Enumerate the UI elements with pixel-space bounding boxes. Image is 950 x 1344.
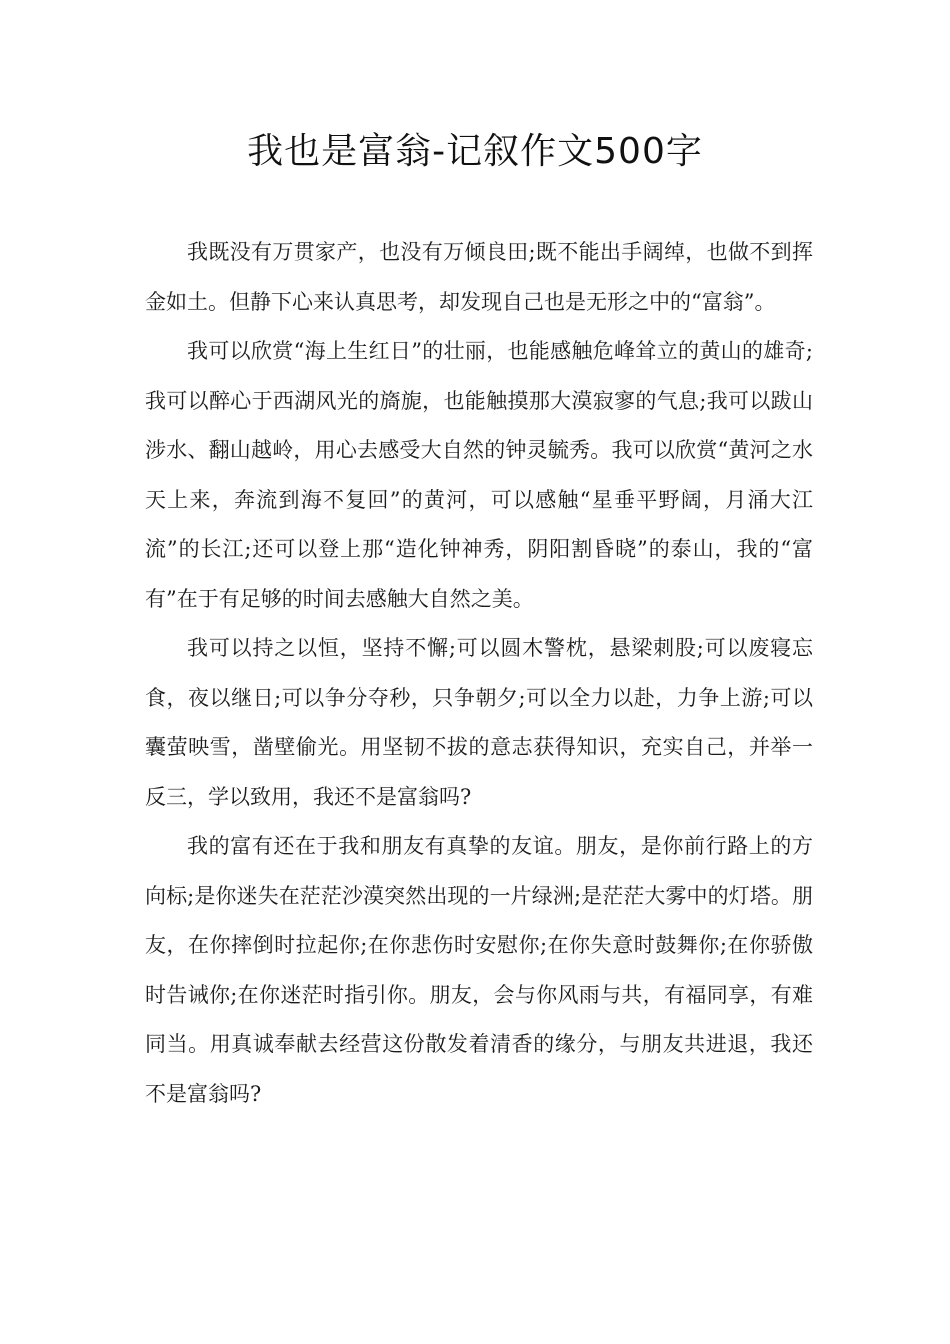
document-title: 我也是富翁-记叙作文500字	[247, 131, 703, 172]
paragraph-1: 我既没有万贯家产，也没有万倾良田;既不能出手阔绰，也做不到挥金如土。但静下心来认真思考，却发现自己也是无形之中的“富翁”。	[145, 240, 813, 314]
paragraph-2: 我可以欣赏“海上生红日”的壮丽，也能感触危峰耸立的黄山的雄奇;我可以醉心于西湖风光的旖旎，也能触摸那大漠寂寥的气息;我可以跋山涉水、翻山越岭，用心去感受大自然的钟灵毓秀。我可以欣赏“黄河之水天上来，奔流到海不复回”的黄河，可以感触“星垂平野阔，月涌大江流”的长江;还可以登上那“造化钟神秀，阴阳割昏晓”的泰山，我的“富有”在于有足够的时间去感触大自然之美。	[145, 339, 813, 611]
document-body	[145, 228, 813, 1119]
paragraph-4: 我的富有还在于我和朋友有真挚的友谊。朋友，是你前行路上的方向标;是你迷失在茫茫沙漠突然出现的一片绿洲;是茫茫大雾中的灯塔。朋友，在你摔倒时拉起你;在你悲伤时安慰你;在你失意时鼓舞你;在你骄傲时告诫你;在你迷茫时指引你。朋友，会与你风雨与共，有福同享，有难同当。用真诚奉献去经营这份散发着清香的缘分，与朋友共进退，我还不是富翁吗?	[145, 834, 813, 1106]
paragraph-3: 我可以持之以恒，坚持不懈;可以圆木警枕，悬梁刺股;可以废寝忘食，夜以继日;可以争分夺秒，只争朝夕;可以全力以赴，力争上游;可以囊萤映雪，凿壁偷光。用坚韧不拔的意志获得知识，充实自己，并举一反三，学以致用，我还不是富翁吗?	[145, 636, 813, 809]
